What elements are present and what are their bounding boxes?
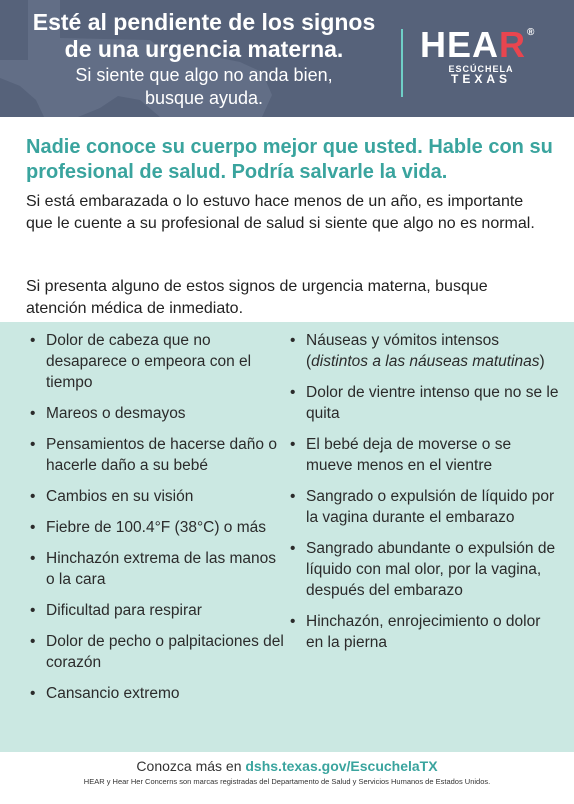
list-item: • Dolor de pecho o palpitaciones del corazón	[30, 631, 285, 673]
intro-paragraph: Si está embarazada o lo estuvo hace menos de un año, es importante que le cuente a su profesional de salud si siente que algo no es normal.	[26, 193, 535, 232]
list-item: • Fiebre de 100.4°F (38°C) o más	[30, 517, 285, 538]
list-item-italic: distintos a las náuseas matutinas	[311, 353, 540, 370]
list-item: • El bebé deja de moverse o se mueve menos en el vientre	[290, 434, 560, 476]
instruction-paragraph: Si presenta alguno de estos signos de urgencia materna, busque atención médica de inmediato.	[26, 278, 488, 317]
header-subtitle-line2: busque ayuda.	[144, 88, 264, 108]
logo-registered: ®	[527, 27, 536, 38]
learn-more-text: Conozca más en	[136, 758, 242, 774]
list-item: • Pensamientos de hacerse daño o hacerle daño a su bebé	[30, 434, 285, 476]
header-title	[16, 9, 392, 63]
list-item	[290, 330, 560, 372]
list-item: • Dolor de vientre intenso que no se le quita	[290, 382, 560, 424]
list-item: • Sangrado o expulsión de líquido por la vagina durante el embarazo	[290, 486, 560, 528]
list-item: • Dolor de cabeza que no desaparece o empeora con el tiempo	[30, 330, 285, 393]
logo-word-accent: R	[499, 24, 527, 65]
header-title-line2: de una urgencia materna.	[64, 36, 344, 62]
logo-sub-escuchela: ESCÚCHELA	[448, 64, 514, 74]
list-item: • Mareos o desmayos	[30, 403, 285, 424]
symptoms-list-left	[30, 330, 285, 714]
list-item: • Hinchazón, enrojecimiento o dolor en la pierna	[290, 611, 560, 653]
header-title-line1: Esté al pendiente de los signos	[32, 9, 376, 35]
header-subtitle	[16, 64, 392, 110]
header-banner	[0, 0, 574, 117]
header-subtitle-line1: Si siente que algo no anda bien,	[75, 65, 333, 85]
list-item: • Sangrado abundante o expulsión de líquido con mal olor, por la vagina, después del embarazo	[290, 538, 560, 601]
headline: Nadie conoce su cuerpo mejor que usted. Hable con su profesional de salud. Podría salvarle la vida.	[26, 136, 553, 183]
logo-word-main: HEA	[420, 24, 500, 65]
paren-close: )	[539, 353, 545, 370]
paren-open: (	[306, 353, 312, 370]
list-item-text: Náuseas y vómitos intensos	[306, 332, 499, 349]
logo-sub-texas: TEXAS	[450, 72, 511, 86]
trademark-notice: HEAR y Hear Her Concerns son marcas registradas del Departamento de Salud y Servicios Humanos de Estados Unidos.	[83, 777, 491, 786]
list-item: • Dificultad para respirar	[30, 600, 285, 621]
learn-more-link[interactable]: dshs.texas.gov/EscuchelaTX	[245, 758, 438, 774]
symptoms-list-right	[290, 330, 560, 663]
list-item: • Hinchazón extrema de las manos o la cara	[30, 548, 285, 590]
learn-more-line	[0, 757, 574, 775]
header-divider	[401, 29, 403, 97]
hear-logo	[420, 24, 544, 65]
list-item: • Cansancio extremo	[30, 683, 285, 704]
list-item: • Cambios en su visión	[30, 486, 285, 507]
